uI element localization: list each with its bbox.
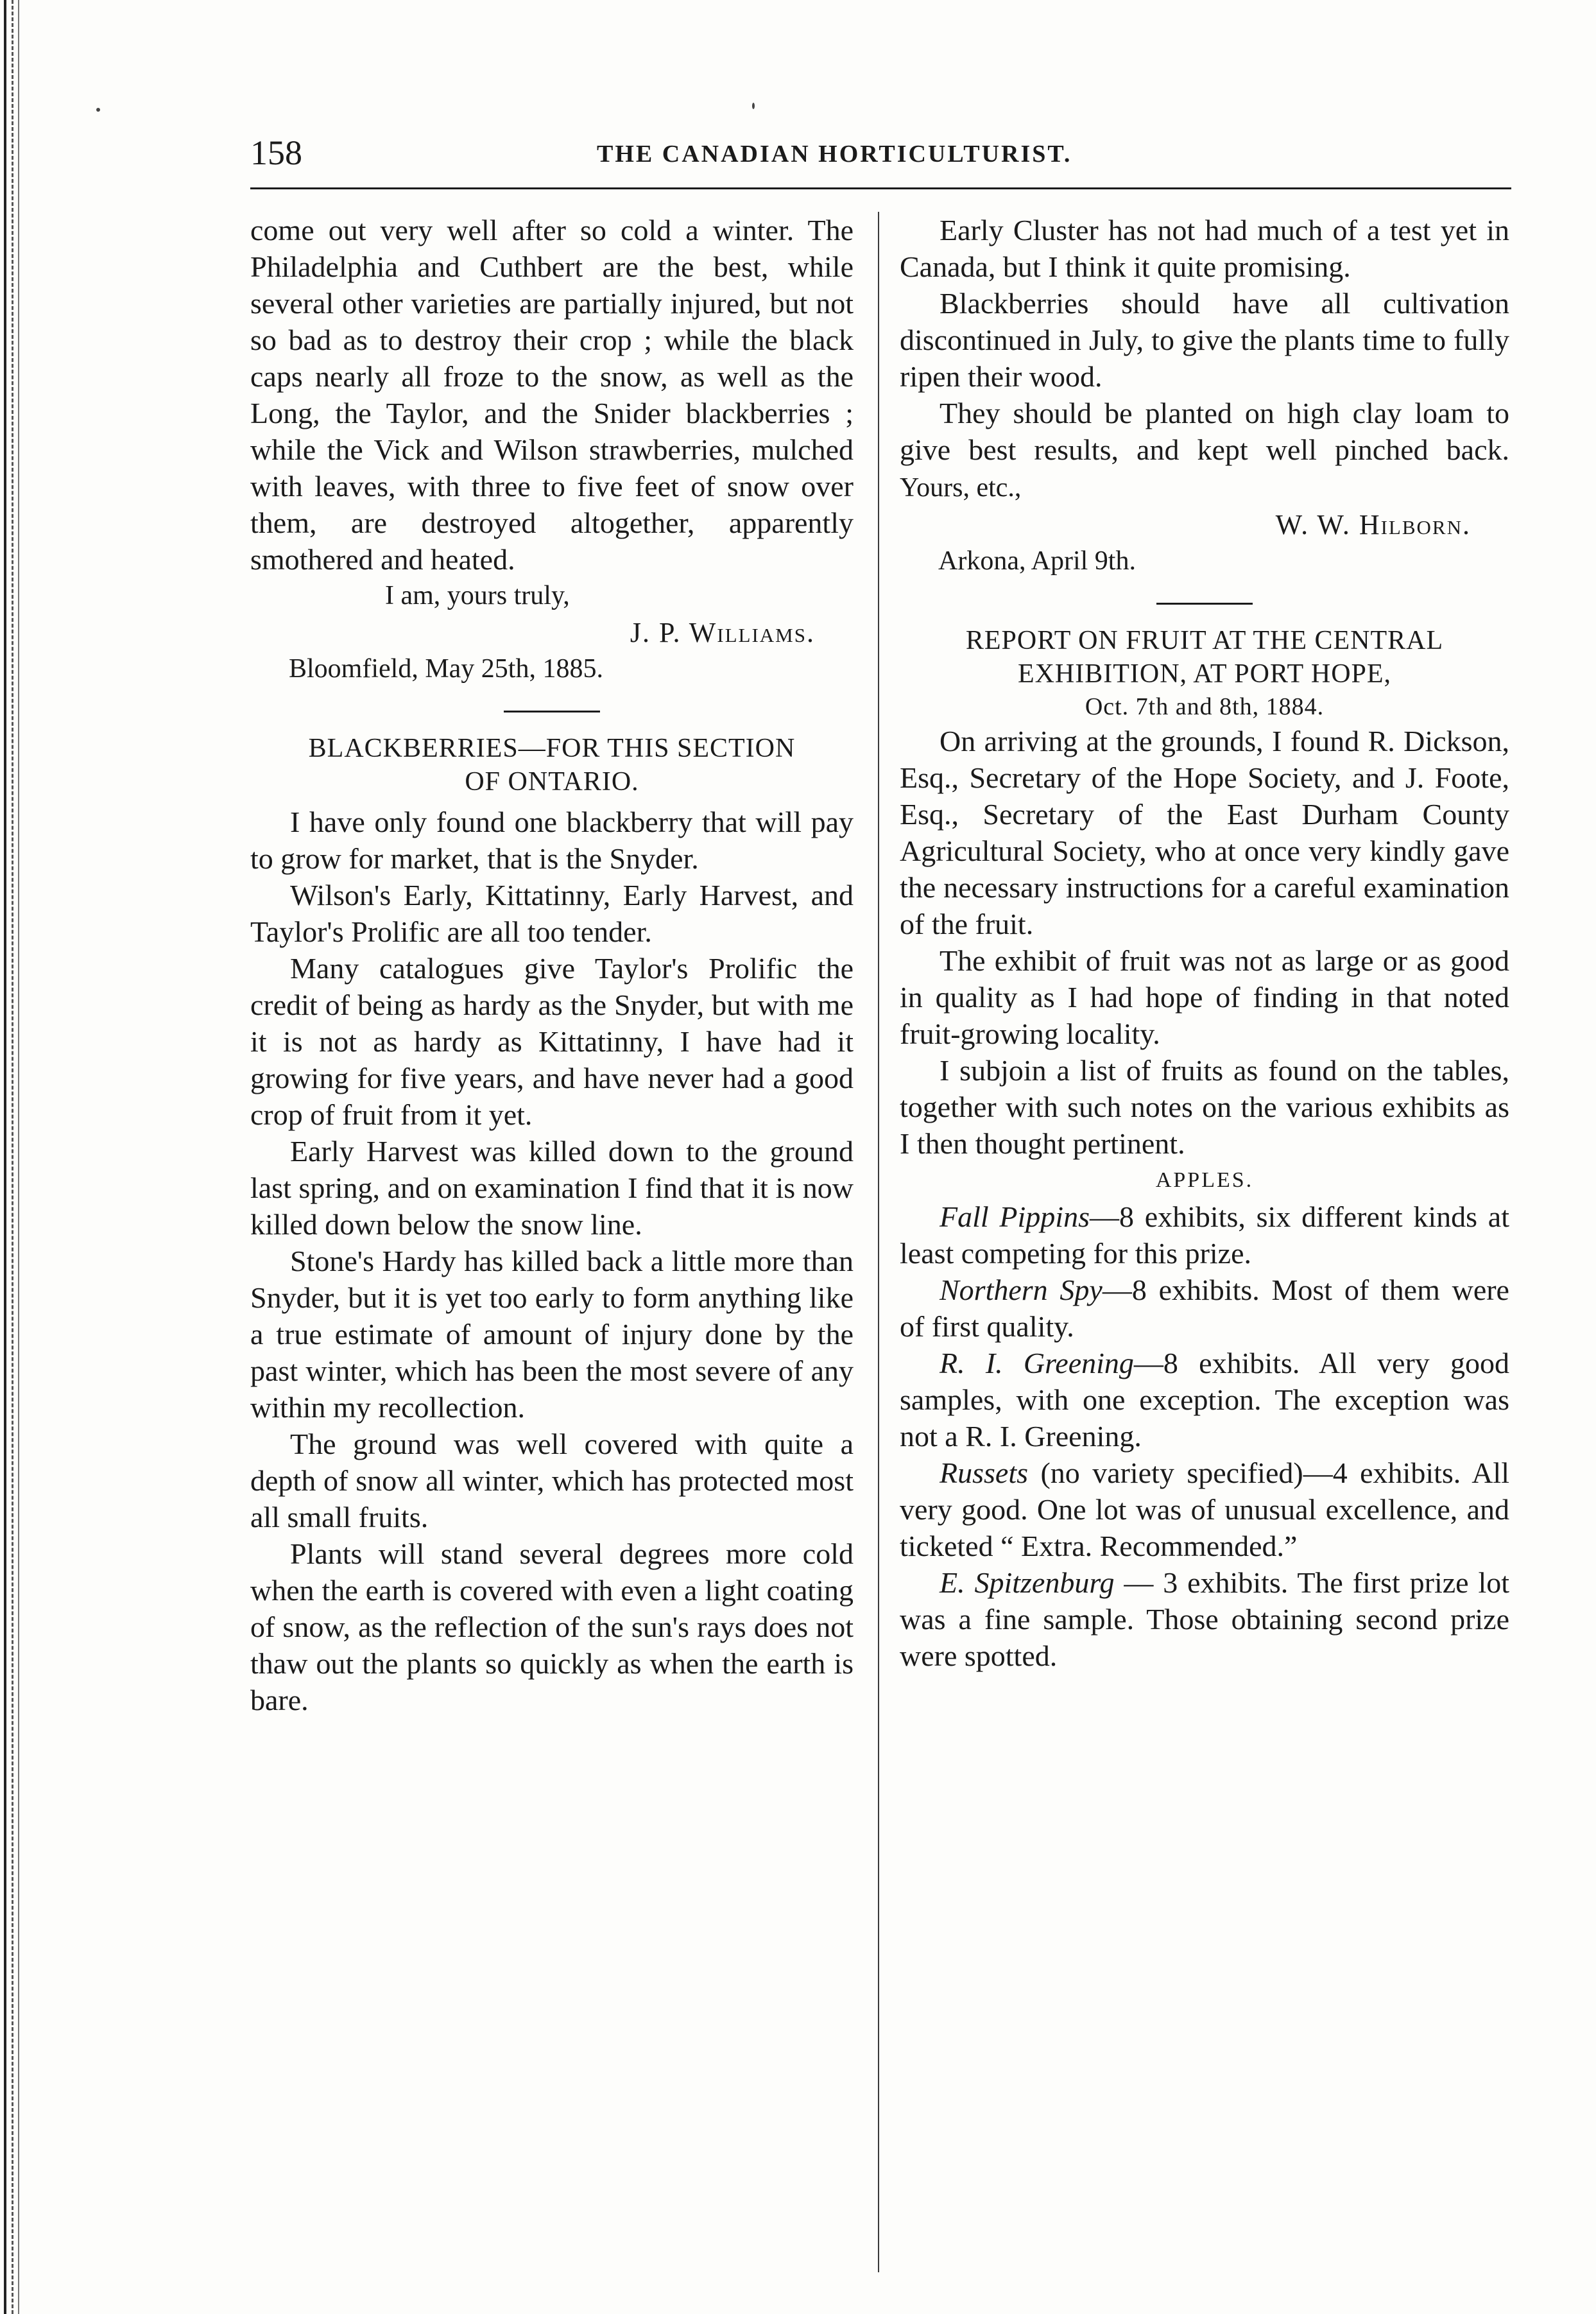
section-title: REPORT ON FRUIT AT THE CENTRAL <box>965 626 1444 655</box>
paragraph: Stone's Hardy has killed back a little more than Snyder, but it is yet too early to form anything like a true estimate of amount of injury done by the past winter, which has been the most severe of any within my recollection. <box>250 1245 854 1424</box>
right-column <box>900 212 1509 1674</box>
letter-signature: J. P. Williams. <box>630 617 815 648</box>
print-speck <box>752 103 755 109</box>
section-date: Oct. 7th and 8th, 1884. <box>1085 693 1325 720</box>
fruit-entry: E. Spitzenburg — 3 exhibits. The first prize lot was a fine sample. Those obtaining second prize were spotted. <box>900 1566 1510 1672</box>
page-binding-edge <box>4 0 26 2314</box>
letter-signature: W. W. Hilborn. <box>1275 509 1471 540</box>
fruit-entry: Fall Pippins—8 exhibits, six different kinds at least competing for this prize. <box>900 1200 1509 1270</box>
section-title: BLACKBERRIES—FOR THIS SECTION <box>308 734 796 763</box>
paragraph: The ground was well covered with quite a depth of snow all winter, which has protected most all small fruits. <box>250 1428 854 1533</box>
fruit-entry: Northern Spy—8 exhibits. Most of them were of first quality. <box>900 1274 1509 1343</box>
paragraph: On arriving at the grounds, I found R. Dickson, Esq., Secretary of the Hope Society, and J. Foote, Esq., Secretary of the East Durham County Agricultural Society, who at once very kindly gave the necessary instructions for a careful examination of the fruit. <box>900 725 1509 940</box>
letter-place-date: Arkona, April 9th. <box>938 546 1136 576</box>
fruit-entry: R. I. Greening—8 exhibits. All very good samples, with one exception. The exception was not a R. I. Greening. <box>900 1347 1509 1453</box>
paragraph: Many catalogues give Taylor's Prolific the credit of being as hardy as the Snyder, but with me it is not as hardy as Kittatinny, I have had it growing for five years, and have never had a good crop of fruit from it yet. <box>250 952 854 1131</box>
letter-place-date: Bloomfield, May 25th, 1885. <box>289 654 603 684</box>
paragraph: Blackberries should have all cultivation discontinued in July, to give the plants time to fully ripen their wood. <box>900 287 1509 393</box>
letter-body: come out very well after so cold a winter. The Philadelphia and Cuthbert are the best, while several other varieties are partially injured, but not so bad as to destroy their crop ; while the black caps nearly all froze to the snow, as well as the Long, the Taylor, and the Snider blackberries ; while the Vick and Wilson strawberries, mulched with leaves, with three to five feet of snow over them, are destroyed altogether, apparently smothered and heated. <box>250 214 854 576</box>
left-column <box>250 212 854 1718</box>
paragraph: Plants will stand several degrees more cold when the earth is covered with even a light coating of snow, as the reflection of the sun's rays does not thaw out the plants so quickly as when the earth is bare. <box>250 1537 854 1716</box>
section-rule <box>504 711 600 712</box>
running-head <box>250 134 1511 172</box>
paragraph: I subjoin a list of fruits as found on the tables, together with such notes on the various exhibits as I then thought pertinent. <box>900 1054 1509 1160</box>
paragraph: I have only found one blackberry that will pay to grow for market, that is the Snyder. <box>250 806 854 875</box>
paragraph: Early Harvest was killed down to the ground last spring, and on examination I find that it is now killed down below the snow line. <box>250 1135 854 1241</box>
subheading-apples: APPLES. <box>1155 1168 1254 1192</box>
letter-closing: I am, yours truly, <box>385 581 570 610</box>
paragraph: Wilson's Early, Kittatinny, Early Harvest, and Taylor's Prolific are all too tender. <box>250 879 854 948</box>
header-rule <box>250 187 1511 189</box>
column-divider <box>878 212 879 2272</box>
journal-title: THE CANADIAN HORTICULTURIST. <box>597 141 1072 168</box>
section-rule <box>1156 603 1253 605</box>
paragraph: They should be planted on high clay loam to give best results, and kept well pinched back. Yours, etc., <box>900 397 1509 503</box>
page-number: 158 <box>250 134 302 172</box>
paragraph: Early Cluster has not had much of a test yet in Canada, but I think it quite promising. <box>900 214 1509 283</box>
letter-closing: Yours, etc., <box>900 473 1022 503</box>
fruit-entry: Russets (no variety specified)—4 exhibits. All very good. One lot was of unusual excellence, and ticketed “ Extra. Recommended.” <box>900 1456 1509 1562</box>
section-title-continued: OF ONTARIO. <box>465 767 639 797</box>
print-speck <box>96 108 100 112</box>
paragraph: The exhibit of fruit was not as large or as good in quality as I had hope of finding in that noted fruit-growing locality. <box>900 944 1509 1050</box>
section-title-continued: EXHIBITION, AT PORT HOPE, <box>1017 659 1392 689</box>
